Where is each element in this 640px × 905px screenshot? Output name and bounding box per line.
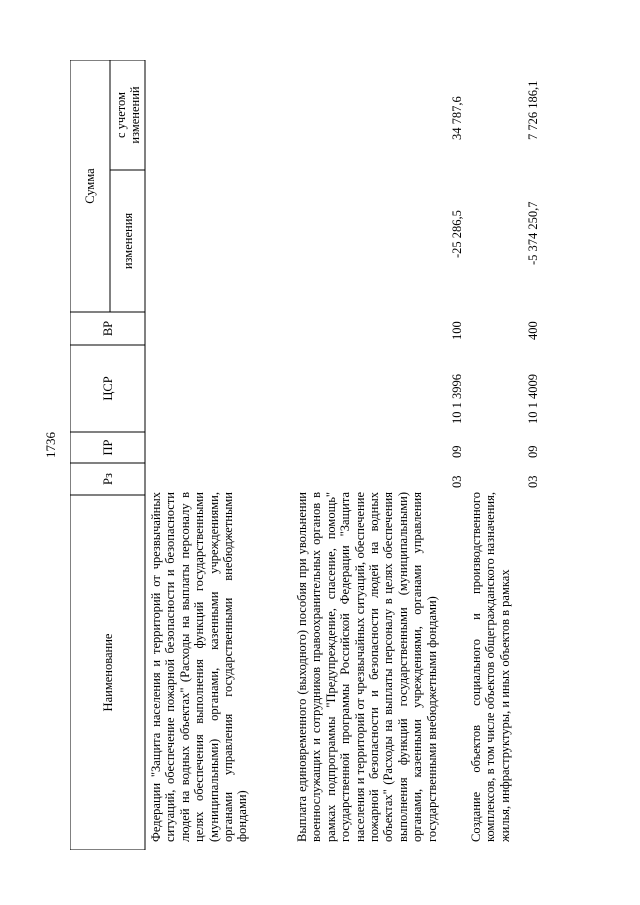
header-pr: ПР [100, 439, 115, 456]
row-csr: 10 1 3996 [450, 374, 464, 424]
header-sum: Сумма [83, 168, 97, 204]
row-pr: 09 [526, 445, 540, 458]
header-csr: ЦСР [100, 376, 115, 401]
row-changes: -5 374 250,7 [526, 201, 540, 265]
row-csr: 10 1 4009 [526, 374, 540, 424]
header-vr: ВР [100, 320, 115, 337]
row-pr: 09 [450, 445, 464, 458]
header-rz: Рз [100, 473, 115, 485]
row-name: Создание объектов социального и производственного комплексов, в том числе объектов общегражданского назначения, жилья, инфраструктуры, и иных объектов в рамках [469, 492, 512, 842]
header-with-changes: с учетом изменений [113, 86, 142, 144]
row-with-changes: 34 787,6 [450, 96, 464, 140]
row-with-changes: 7 726 186,1 [526, 80, 540, 140]
row-name: Выплата единовременного (выходного) пособия при увольнении военнослужащих и сотрудников правоохранительных органов в рамках подпрограммы "Предупреждение, спасение, помощь" государственной программы Российской Федерации "Защита населения и территорий от чрезвычайных ситуаций, обеспечение пожарной безопасности и безопасности людей на водных объектах" (Расходы на выплаты персоналу в целях обеспечения выполнения функций государственными (муниципальными) органами, казенными учреждениями, органами управления государственными внебюджетными фондами) [295, 492, 439, 842]
header-name: Наименование [100, 633, 115, 712]
budget-table [70, 60, 550, 850]
row-rz: 03 [450, 475, 464, 488]
row-rz: 03 [526, 475, 540, 488]
header-changes: изменения [120, 212, 135, 270]
row-changes: -25 286,5 [450, 210, 464, 258]
row-vr: 100 [450, 321, 464, 340]
row-name: Федерации "Защита населения и территорий от чрезвычайных ситуаций, обеспечение пожарной безопасности и безопасности людей на водных объектах" (Расходы на выплаты персоналу в целях обеспечения выполнения функций государственными (муниципальными) органами, казенными учреждениями, органами управления государственными внебюджетными фондами) [149, 492, 250, 842]
page-number: 1736 [43, 432, 58, 458]
row-vr: 400 [526, 321, 540, 340]
